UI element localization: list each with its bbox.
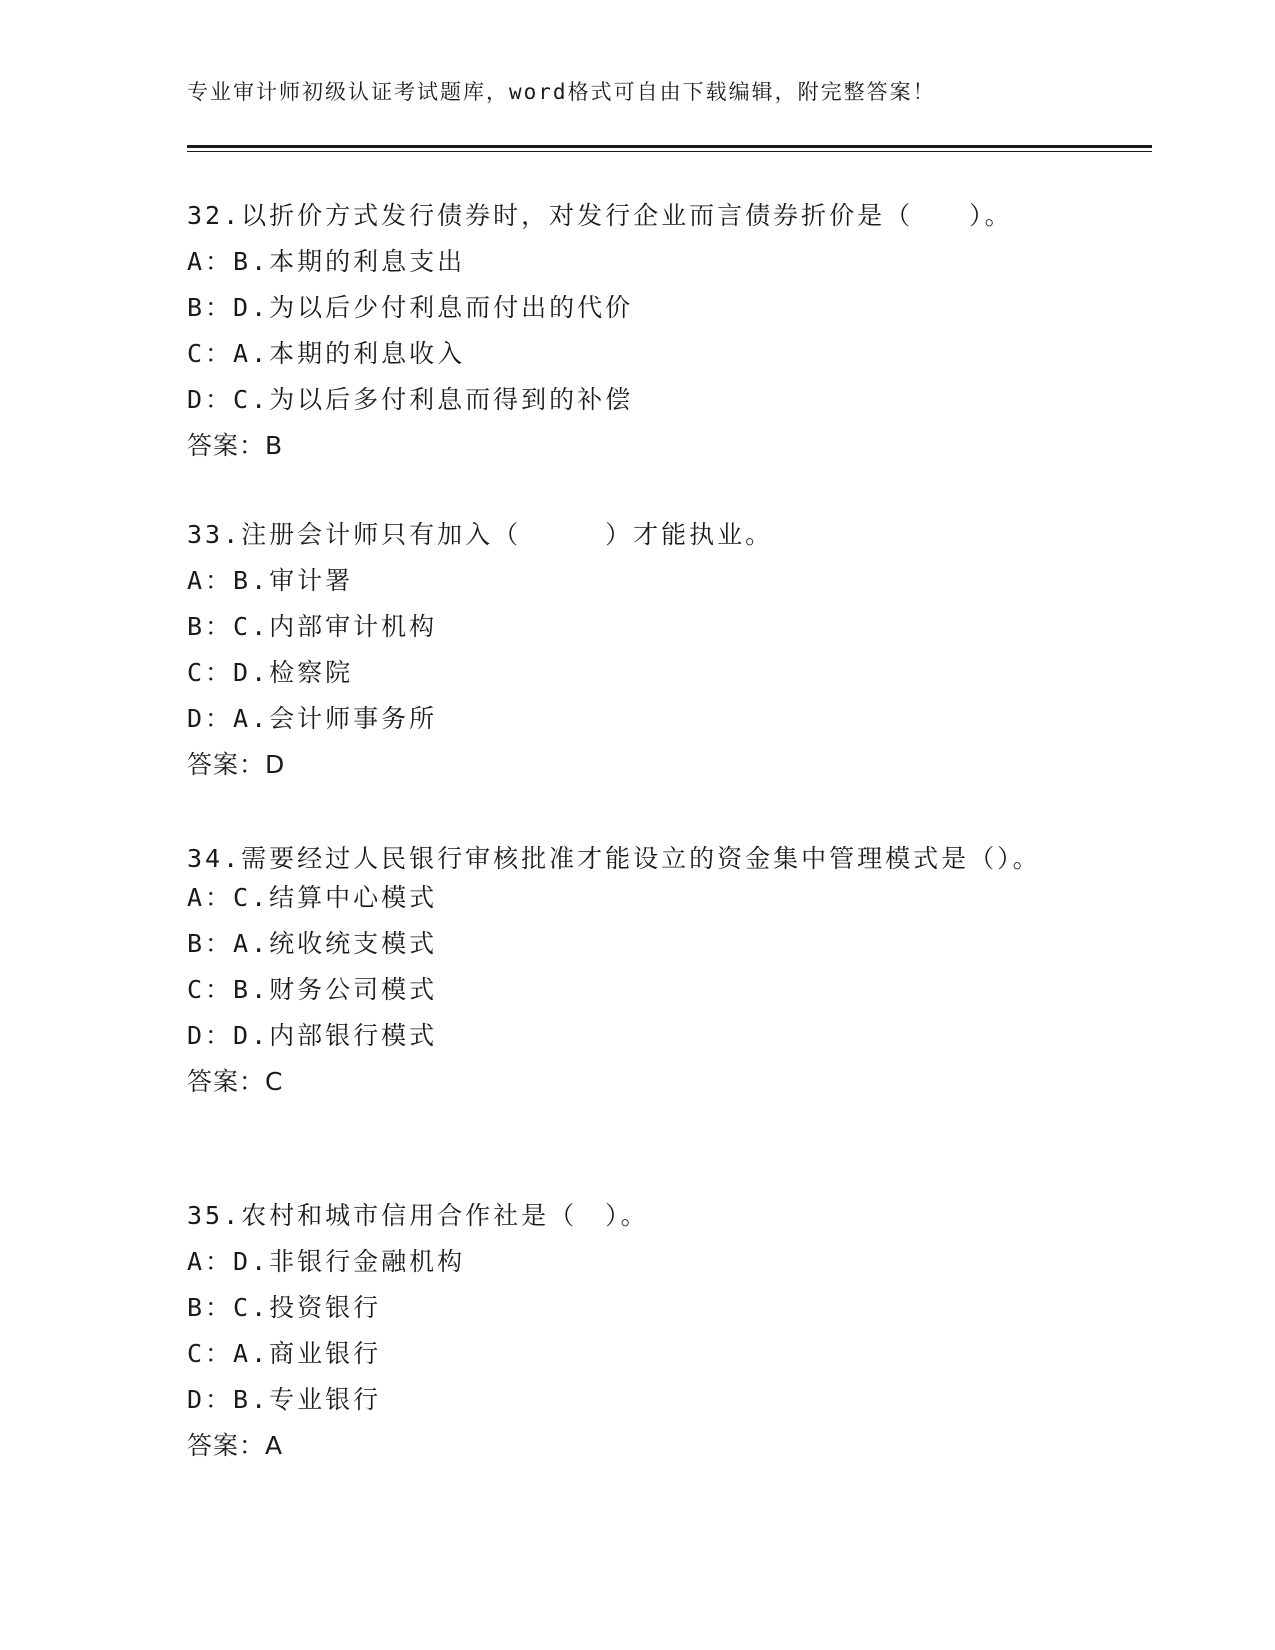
- header-divider-thin: [187, 151, 1152, 152]
- question-stem: 35.农村和城市信用合作社是（ ）。: [187, 1201, 649, 1230]
- question-35: [187, 1200, 1147, 1476]
- option-a: A：B.本期的利息支出: [187, 247, 466, 276]
- option-c: C：A.本期的利息收入: [187, 339, 466, 368]
- option-a: A：D.非银行金融机构: [187, 1247, 466, 1276]
- option-d: D：D.内部银行模式: [187, 1021, 438, 1050]
- answer: 答案：C: [187, 1067, 284, 1096]
- question-32: [187, 200, 1147, 476]
- option-d: D：A.会计师事务所: [187, 704, 438, 733]
- option-b: B：C.投资银行: [187, 1293, 382, 1322]
- option-a: A：C.结算中心模式: [187, 883, 438, 912]
- question-stem: 33.注册会计师只有加入（ ）才能执业。: [187, 520, 774, 549]
- option-b: B：C.内部审计机构: [187, 612, 438, 641]
- option-c: C：B.财务公司模式: [187, 975, 438, 1004]
- option-a: A：B.审计署: [187, 566, 354, 595]
- answer: 答案：D: [187, 750, 286, 779]
- option-d: D：C.为以后多付利息而得到的补偿: [187, 385, 634, 414]
- question-34: [187, 836, 1147, 1112]
- header-text: 专业审计师初级认证考试题库，word格式可自由下载编辑，附完整答案！: [187, 80, 936, 104]
- option-b: B：D.为以后少付利息而付出的代价: [187, 293, 634, 322]
- option-d: D：B.专业银行: [187, 1385, 382, 1414]
- question-stem: 32.以折价方式发行债券时，对发行企业而言债券折价是（ ）。: [187, 201, 1013, 230]
- header-divider-thick: [187, 145, 1152, 148]
- question-stem: 34.需要经过人民银行审核批准才能设立的资金集中管理模式是（）。: [187, 844, 1041, 873]
- answer: 答案：B: [187, 431, 284, 460]
- question-33: [187, 519, 1147, 795]
- answer: 答案：A: [187, 1431, 284, 1460]
- option-c: C：A.商业银行: [187, 1339, 382, 1368]
- option-c: C：D.检察院: [187, 658, 354, 687]
- option-b: B：A.统收统支模式: [187, 929, 438, 958]
